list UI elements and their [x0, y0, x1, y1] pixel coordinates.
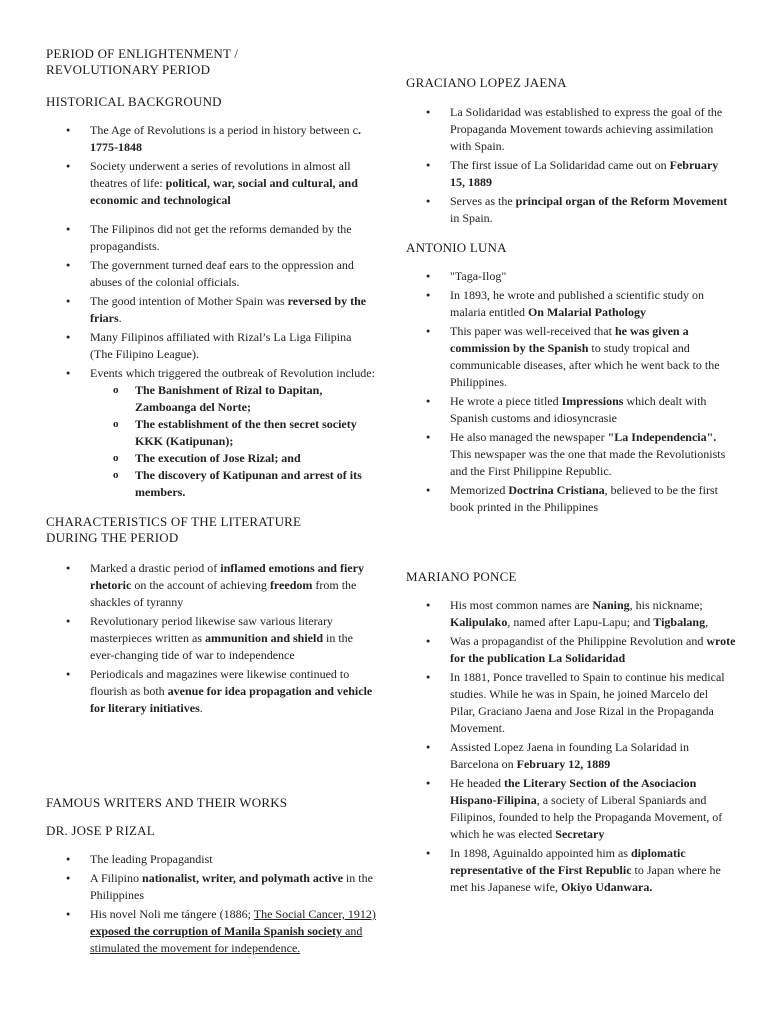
- list-item: ● Memorized Doctrina Cristiana, believed to be the first book printed in the Philippines: [406, 482, 736, 516]
- jaena-heading: GRACIANO LOPEZ JAENA: [406, 75, 567, 90]
- rizal-list: [46, 851, 376, 959]
- historical-background-list: [46, 122, 376, 503]
- list-item: ● The good intention of Mother Spain was reversed by the friars.: [46, 293, 376, 327]
- list-item: ● Was a propagandist of the Philippine Revolution and wrote for the publication La Solidaridad: [406, 633, 736, 667]
- ponce-list: [406, 597, 736, 898]
- list-item: ● In 1893, he wrote and published a scientific study on malaria entitled On Malarial Pathology: [406, 287, 736, 321]
- list-item: ● In 1881, Ponce travelled to Spain to continue his medical studies. While he was in Spain, he joined Marcelo del Pilar, Graciano Jaena and Jose Rizal in the Propaganda Movement.: [406, 669, 736, 737]
- list-item: ● Assisted Lopez Jaena in founding La Solaridad in Barcelona on February 12, 1889: [406, 739, 736, 773]
- list-item: ● Revolutionary period likewise saw various literary masterpieces written as ammunition and shield in the ever-changing tide of war to independence: [46, 613, 376, 664]
- list-item: ● Marked a drastic period of inflamed emotions and fiery rhetoric on the account of achieving freedom from the shackles of tyranny: [46, 560, 376, 611]
- historical-background-heading: HISTORICAL BACKGROUND: [46, 94, 222, 109]
- title-line-2: REVOLUTIONARY PERIOD: [46, 62, 211, 77]
- list-item: ● This paper was well-received that he was given a commission by the Spanish to study tropical and communicable diseases, after which he went back to the Philippines.: [406, 323, 736, 391]
- ponce-heading: MARIANO PONCE: [406, 569, 517, 584]
- list-item: ● Periodicals and magazines were likewise continued to flourish as both avenue for idea propagation and vehicle for literary initiatives.: [46, 666, 376, 717]
- list-item: ● Many Filipinos affiliated with Rizal’s La Liga Filipina (The Filipino League).: [46, 329, 376, 363]
- sub-list-item: o The establishment of the then secret society KKK (Katipunan);: [89, 416, 376, 450]
- sub-list-item: o The discovery of Katipunan and arrest of its members.: [89, 467, 376, 501]
- characteristics-list: [46, 560, 376, 719]
- list-item: ● Society underwent a series of revolutions in almost all theatres of life: political, war, social and cultural, and economic and technological: [46, 158, 376, 209]
- list-item: ● The leading Propagandist: [46, 851, 376, 868]
- list-item: ● He also managed the newspaper "La Independencia". This newspaper was the one that made the Revolutionists and the First Philippine Republic.: [406, 429, 736, 480]
- title-line-1: PERIOD OF ENLIGHTENMENT /: [46, 46, 239, 61]
- list-item: ● La Solidaridad was established to express the goal of the Propaganda Movement towards achieving assimilation with Spain.: [406, 104, 736, 155]
- list-item: ● In 1898, Aguinaldo appointed him as diplomatic representative of the First Republic to Japan where he met his Japanese wife, Okiyo Udanwara.: [406, 845, 736, 896]
- list-item: ● A Filipino nationalist, writer, and polymath active in the Philippines: [46, 870, 376, 904]
- luna-heading: ANTONIO LUNA: [406, 240, 507, 255]
- list-item: ● Events which triggered the outbreak of Revolution include: o The Banishment of Rizal to Dapitan, Zamboanga del Norte; o The establishment of the then secret society KKK (Katipunan); o The execution of Jose Rizal; and o The discovery of Katipunan and arrest of its members.: [46, 365, 376, 501]
- page-title: [46, 46, 238, 78]
- list-item: ● The Filipinos did not get the reforms demanded by the propagandists.: [46, 221, 376, 255]
- luna-list: [406, 268, 736, 518]
- events-sublist: [90, 382, 376, 501]
- list-item: ● His novel Noli me tángere (1886; The Social Cancer, 1912) exposed the corruption of Manila Spanish society and stimulated the movement for independence.: [46, 906, 376, 957]
- list-item: ● His most common names are Naning, his nickname; Kalipulako, named after Lapu-Lapu; and Tigbalang,: [406, 597, 736, 631]
- list-item: ● The first issue of La Solidaridad came out on February 15, 1889: [406, 157, 736, 191]
- rizal-heading: DR. JOSE P RIZAL: [46, 823, 155, 838]
- list-item: ● The government turned deaf ears to the oppression and abuses of the colonial officials.: [46, 257, 376, 291]
- jaena-list: [406, 104, 736, 229]
- list-item: ● He wrote a piece titled Impressions which dealt with Spanish customs and idiosyncrasie: [406, 393, 736, 427]
- characteristics-heading: CHARACTERISTICS OF THE LITERATURE DURING THE PERIOD: [46, 514, 302, 545]
- list-item: ● The Age of Revolutions is a period in history between c. 1775-1848: [46, 122, 376, 156]
- list-item: ● He headed the Literary Section of the Asociacion Hispano-Filipina, a society of Liberal Spaniards and Filipinos, founded to help the Propaganda Movement, of which he was elected Secretary: [406, 775, 736, 843]
- list-item: ● Serves as the principal organ of the Reform Movement in Spain.: [406, 193, 736, 227]
- list-item: ● "Taga-Ilog": [406, 268, 736, 285]
- sub-list-item: o The execution of Jose Rizal; and: [89, 450, 376, 467]
- sub-list-item: o The Banishment of Rizal to Dapitan, Zamboanga del Norte;: [89, 382, 376, 416]
- famous-writers-heading: FAMOUS WRITERS AND THEIR WORKS: [46, 795, 288, 810]
